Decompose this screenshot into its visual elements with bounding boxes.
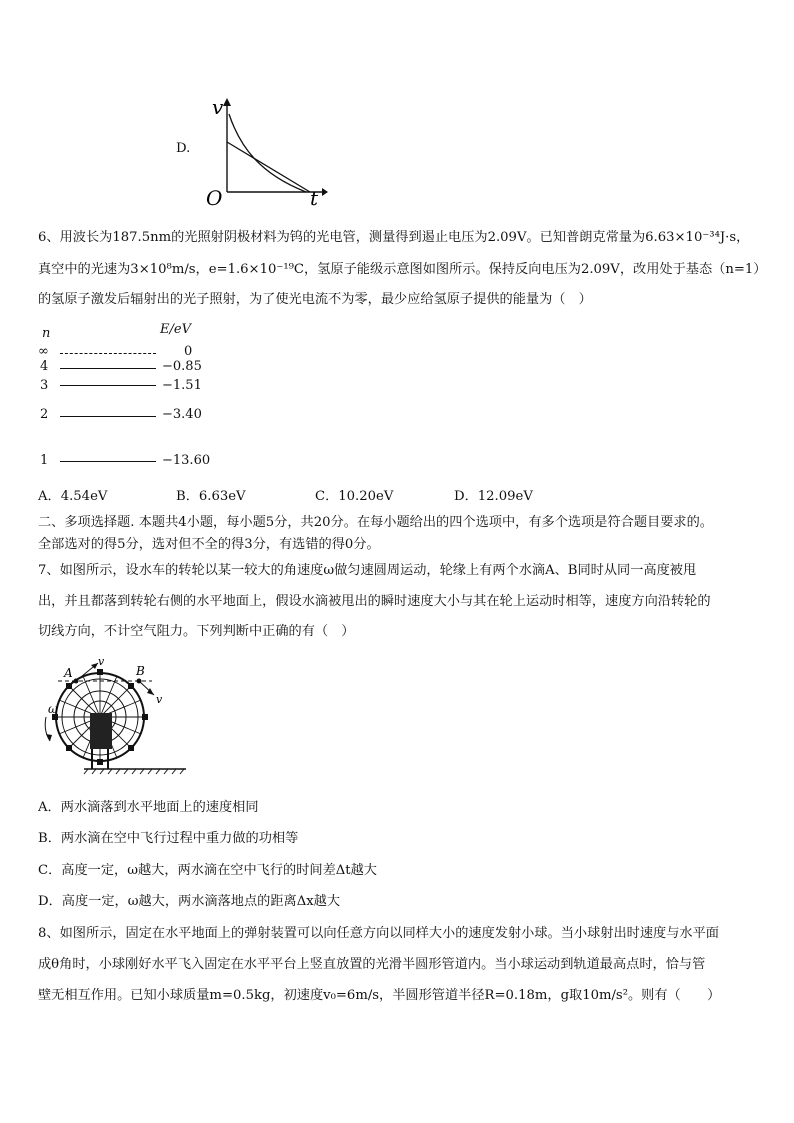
q7-line3: 切线方向，不计空气阻力。下列判断中正确的有（ ）: [38, 624, 355, 639]
label-v2: v: [156, 693, 163, 706]
level-line-inf: [60, 353, 156, 354]
water-wheel-figure: [40, 655, 190, 780]
option-d-label: D.: [176, 141, 191, 156]
level-n-2: 2: [40, 407, 49, 422]
axis-v-label: v: [212, 95, 224, 119]
level-n-inf: ∞: [38, 344, 49, 359]
e-header: E/eV: [160, 322, 191, 337]
label-v1: v: [98, 655, 105, 668]
label-b: B: [136, 664, 145, 678]
q6-option-a[interactable]: A．4.54eV: [38, 489, 108, 504]
label-omega: ω: [48, 702, 58, 716]
q7-line1: 7、如图所示，设水车的转轮以某一较大的角速度ω做匀速圆周运动，轮缘上有两个水滴A、B同时从同一高度被甩: [38, 563, 697, 578]
origin-label: O: [206, 186, 223, 207]
level-line-2: [60, 416, 156, 417]
level-n-1: 1: [40, 453, 49, 468]
section2-line2: 全部选对的得5分，选对但不全的得3分，有选错的得0分。: [38, 537, 380, 552]
n-header: n: [42, 326, 51, 341]
level-n-4: 4: [40, 359, 49, 374]
linear-decrease-line: [227, 142, 310, 192]
q7-option-d[interactable]: D．高度一定，ω越大，两水滴落地点的距离Δx越大: [38, 894, 341, 909]
q7-option-c[interactable]: C．高度一定，ω越大，两水滴在空中飞行的时间差Δt越大: [38, 863, 377, 878]
q6-option-b[interactable]: B．6.63eV: [176, 489, 246, 504]
axis-t-label: t: [310, 186, 319, 207]
q8-line1: 8、如图所示，固定在水平地面上的弹射装置可以向任意方向以同样大小的速度发射小球。当小球射出时速度与水平面: [38, 926, 719, 941]
q7-option-a[interactable]: A．两水滴落到水平地面上的速度相同: [38, 800, 259, 815]
energy-level-diagram: [36, 320, 236, 470]
curved-decrease-line: [229, 114, 306, 192]
q6-option-c[interactable]: C．10.20eV: [315, 489, 394, 504]
q7-line2: 出，并且都落到转轮右侧的水平地面上，假设水滴被甩出的瞬时速度大小与其在轮上运动时相等，速度方向沿转轮的: [38, 594, 711, 609]
q6-option-d[interactable]: D．12.09eV: [454, 489, 533, 504]
level-e-3: −1.51: [162, 378, 202, 393]
level-e-4: −0.85: [162, 359, 202, 374]
q6-line1: 6、用波长为187.5nm的光照射阴极材料为钨的光电管，测量得到遏止电压为2.09V。已知普朗克常量为6.63×10⁻³⁴J·s，: [38, 230, 750, 245]
q7-option-b[interactable]: B．两水滴在空中飞行过程中重力做的功相等: [38, 831, 299, 846]
q6-line2: 真空中的光速为3×10⁸m/s，e=1.6×10⁻¹⁹C，氢原子能级示意图如图所示。保持反向电压为2.09V，改用处于基态（n=1）: [38, 262, 767, 277]
q8-line3: 壁无相互作用。已知小球质量m=0.5kg，初速度v₀=6m/s，半圆形管道半径R=0.18m，g取10m/s²。则有（ ）: [38, 988, 721, 1003]
level-line-3: [60, 385, 156, 386]
section2-line1: 二、多项选择题. 本题共4小题，每小题5分，共20分。在每小题给出的四个选项中，有多个选项是符合题目要求的。: [38, 515, 713, 530]
q8-line2: 成θ角时，小球刚好水平飞入固定在水平平台上竖直放置的光滑半圆形管道内。当小球运动到轨道最高点时，恰与管: [38, 957, 706, 972]
level-e-inf: 0: [184, 344, 193, 359]
label-a: A: [64, 666, 73, 680]
level-n-3: 3: [40, 378, 49, 393]
q6-line3: 的氢原子激发后辐射出的光子照射，为了使光电流不为零，最少应给氢原子提供的能量为（ ）: [38, 292, 592, 307]
level-e-2: −3.40: [162, 407, 202, 422]
level-e-1: −13.60: [162, 453, 211, 468]
level-line-4: [60, 368, 156, 369]
level-line-1: [60, 461, 156, 462]
vt-graph: [200, 92, 330, 207]
